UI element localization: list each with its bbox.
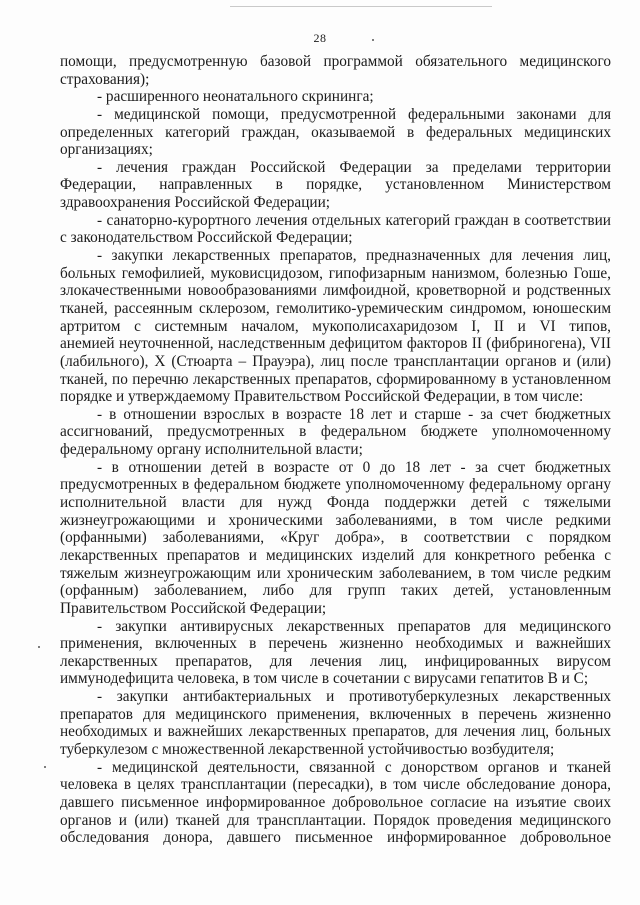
text-line: исполнительной власти для нужд Фонда поддержки детей с тяжелыми xyxy=(60,494,611,512)
text-line: здравоохранения Российской Федерации; xyxy=(60,194,331,212)
text-line: лекарственных препаратов и медицинских изделий для конкретного ребенка с xyxy=(60,546,611,564)
text-line: жизнеугрожающими и хроническими заболеваниями, в том числе редкими xyxy=(60,511,611,529)
text-line: артритом с системным началом, мукополисахаридозом I, II и VI типов, xyxy=(60,317,611,335)
text-line: - в отношении детей в возрасте от 0 до 18 лет - за счет бюджетных xyxy=(97,458,611,476)
text-line: порядке и утверждаемому Правительством Российской Федерации, в том числе: xyxy=(60,388,584,406)
text-line: злокачественными новообразованиями лимфоидной, кроветворной и родственных xyxy=(60,282,611,300)
page-number: 28 xyxy=(313,31,327,45)
text-line: тканей, по перечню лекарственных препаратов, сформированному в установленном xyxy=(60,370,611,388)
text-line: - расширенного неонатального скрининга; xyxy=(97,88,374,106)
scan-speck xyxy=(44,766,46,768)
text-line: - закупки антивирусных лекарственных препаратов для медицинского xyxy=(97,617,611,635)
text-line: обследования донора, давшего письменное информированное добровольное xyxy=(60,829,611,847)
text-line: человека в целях трансплантации (пересадки), в том числе обследование донора, xyxy=(60,776,611,794)
text-line: с законодательством Российской Федерации; xyxy=(60,229,353,247)
text-line: - медицинской деятельности, связанной с донорством органов и тканей xyxy=(97,758,611,776)
text-line: тяжелым жизнеугрожающим или хроническим заболеванием, в том числе редким xyxy=(60,564,611,582)
text-line: лекарственных препаратов, для лечения лиц, инфицированных вирусом xyxy=(60,652,611,670)
text-line: (орфанным) заболеванием, либо для групп таких детей, установленным xyxy=(60,582,611,600)
text-line: - санаторно-курортного лечения отдельных категорий граждан в соответствии xyxy=(97,211,611,229)
text-line: - закупки лекарственных препаратов, предназначенных для лечения лиц, xyxy=(97,247,611,265)
text-line: туберкулезом с множественной лекарственной устойчивостью возбудителя; xyxy=(60,740,555,758)
text-line: тканей, рассеянным склерозом, гемолитико-уремическим синдромом, юношеским xyxy=(60,299,611,317)
text-line: применения, включенных в перечень жизненно необходимых и важнейших xyxy=(60,635,611,653)
text-line: федеральному органу исполнительной власти; xyxy=(60,441,363,459)
text-line: (орфанными) заболеваниями, «Круг добра», в соответствии с порядком xyxy=(60,529,611,547)
text-line: - в отношении взрослых в возрасте 18 лет и старше - за счет бюджетных xyxy=(97,405,611,423)
body-text xyxy=(60,53,611,847)
text-line: необходимых и важнейших лекарственных препаратов, для лечения лиц, больных xyxy=(60,723,611,741)
scan-speck xyxy=(38,646,40,648)
text-line: ассигнований, предусмотренных в федеральном бюджете уполномоченному xyxy=(60,423,611,441)
text-line: анемией неуточненной, наследственным дефицитом факторов II (фибриногена), VII xyxy=(60,335,611,353)
text-line: - медицинской помощи, предусмотренной федеральными законами для xyxy=(97,105,611,123)
scan-speck xyxy=(372,39,374,41)
text-line: предусмотренных в федеральном бюджете уполномоченному федеральному органу xyxy=(60,476,611,494)
text-line: - закупки антибактериальных и противотуберкулезных лекарственных xyxy=(97,688,611,706)
text-line: больных гемофилией, муковисцидозом, гипофизарным нанизмом, болезнью Гоше, xyxy=(60,264,611,282)
text-line: - лечения граждан Российской Федерации за пределами территории xyxy=(97,158,611,176)
text-line: препаратов для медицинского применения, включенных в перечень жизненно xyxy=(60,705,611,723)
text-line: организациях; xyxy=(60,141,153,159)
text-line: органов и (или) тканей для трансплантации. Порядок проведения медицинского xyxy=(60,811,611,829)
text-line: определенных категорий граждан, оказываемой в федеральных медицинских xyxy=(60,123,611,141)
text-line: Федерации, направленных в порядке, установленном Министерством xyxy=(60,176,611,194)
top-rule xyxy=(230,6,492,7)
text-line: иммунодефицита человека, в том числе в сочетании с вирусами гепатитов B и C; xyxy=(60,670,589,688)
text-line: помощи, предусмотренную базовой программой обязательного медицинского xyxy=(60,53,611,70)
text-line: страхования); xyxy=(60,70,150,88)
text-line: (лабильного), X (Стюарта – Прауэра), лиц после трансплантации органов и (или) xyxy=(60,352,611,370)
text-line: давшего письменное информированное добровольное согласие на изъятие своих xyxy=(60,793,611,811)
text-line: Правительством Российской Федерации; xyxy=(60,599,327,617)
